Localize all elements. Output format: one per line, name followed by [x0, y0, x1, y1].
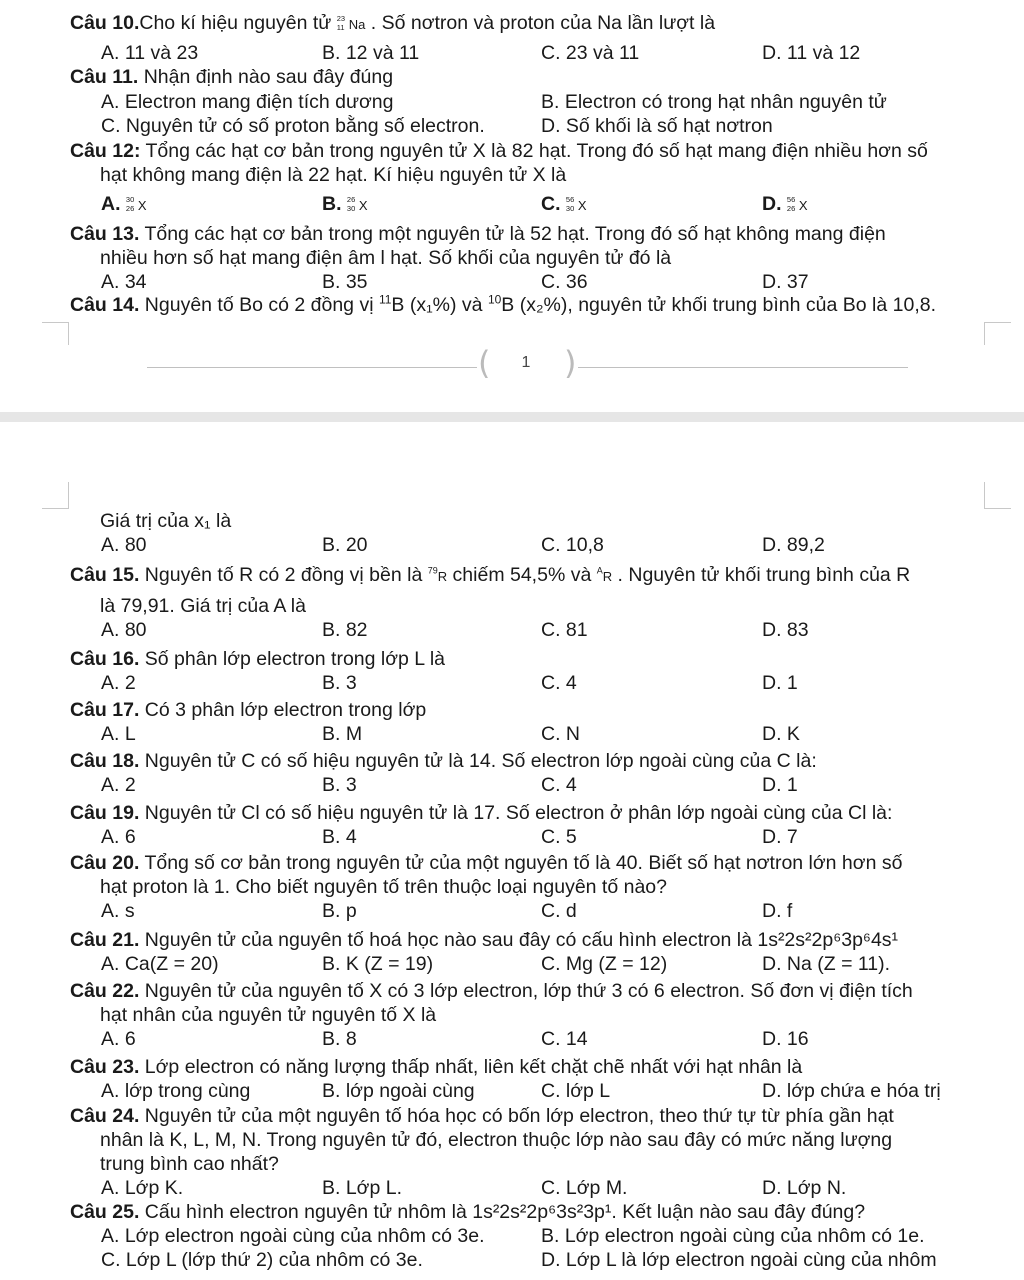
question-25-options-row1 [0, 1224, 1024, 1249]
option-c: C. 14 [541, 1028, 588, 1050]
option-c: C. 4 [541, 672, 577, 694]
question-19-options [0, 825, 1024, 850]
page-corner-mark [42, 482, 69, 509]
option-b: B. Lớp electron ngoài cùng của nhôm có 1e. [541, 1225, 925, 1247]
option-c: C. lớp L [541, 1080, 611, 1102]
option-a: A. Lớp K. [101, 1177, 184, 1199]
question-14: Câu 14. Nguyên tố Bo có 2 đồng vị $^{11}$B (x₁%) và $^{10}$B (x₂%), nguyên tử khối trung bình của Bo là 10,8. [70, 292, 937, 316]
option-c: C. N [541, 723, 580, 745]
option-a: A. 34 [101, 271, 147, 293]
document-page-1 [0, 0, 1024, 412]
question-13-line2: nhiều hơn số hạt mang điện âm l hạt. Số khối của nguyên tử đó là [100, 247, 672, 269]
page-corner-mark [42, 322, 69, 345]
option-c: C. 4 [541, 774, 577, 796]
question-15-options [0, 618, 1024, 643]
option-c: C. 10,8 [541, 534, 604, 556]
option-a: A. 80 [101, 619, 147, 641]
option-d: D. K [762, 723, 800, 745]
question-25: Câu 25. Cấu hình electron nguyên tử nhôm là 1s²2s²2p⁶3s²3p¹. Kết luận nào sau đây đúng? [70, 1201, 866, 1223]
option-a: A. 6 [101, 826, 136, 848]
option-c: C. 5 [541, 826, 577, 848]
question-10-options [0, 41, 1024, 66]
question-22-line2: hạt nhân của nguyên tử nguyên tố X là [100, 1004, 437, 1026]
question-24-line3: trung bình cao nhất? [100, 1153, 279, 1175]
option-a: A. L [101, 723, 136, 745]
option-d: D. 89,2 [762, 534, 825, 556]
question-17-options [0, 722, 1024, 747]
option-b: B. 20 [322, 534, 368, 556]
option-b: B. 82 [322, 619, 368, 641]
option-a: A. Electron mang điện tích dương [101, 91, 394, 113]
question-13-options [0, 270, 1024, 295]
option-b: B. 35 [322, 271, 368, 293]
question-22-options [0, 1027, 1024, 1052]
option-d: D. 83 [762, 619, 809, 641]
option-a: A. 80 [101, 534, 147, 556]
question-18-options [0, 773, 1024, 798]
question-23-options [0, 1079, 1024, 1104]
option-a: A. Ca(Z = 20) [101, 953, 219, 975]
option-d: D. f [762, 900, 793, 922]
option-b: B. Electron có trong hạt nhân nguyên tử [541, 91, 887, 113]
option-d: D. Na (Z = 11). [762, 953, 891, 975]
option-c: C. 36 [541, 271, 588, 293]
question-23: Câu 23. Lớp electron có năng lượng thấp nhất, liên kết chặt chẽ nhất với hạt nhân là [70, 1056, 803, 1078]
question-12-options [0, 192, 1024, 217]
question-20-line2: hạt proton là 1. Cho biết nguyên tố trên thuộc loại nguyên tố nào? [100, 876, 667, 898]
question-18: Câu 18. Nguyên tử C có số hiệu nguyên tử là 14. Số electron lớp ngoài cùng của C là: [70, 750, 817, 772]
question-25-options-row2 [0, 1248, 1024, 1273]
option-b: B. p [322, 900, 357, 922]
question-15-line2: là 79,91. Giá trị của A là [100, 595, 306, 617]
question-11-options-row1 [0, 90, 1024, 115]
option-d: D. 11 và 12 [762, 42, 861, 64]
option-a: A. 11 và 23 [101, 42, 199, 64]
option-d: D. 16 [762, 1028, 809, 1050]
option-c: C. Mg (Z = 12) [541, 953, 668, 975]
option-a: A. Lớp electron ngoài cùng của nhôm có 3e. [101, 1225, 485, 1247]
page-number: 1 [521, 354, 531, 371]
option-a: A. 6 [101, 1028, 136, 1050]
question-19: Câu 19. Nguyên tử Cl có số hiệu nguyên tử là 17. Số electron ở phân lớp ngoài cùng của Cl là: [70, 802, 893, 824]
question-17: Câu 17. Có 3 phân lớp electron trong lớp [70, 699, 427, 721]
option-b: B. 3 [322, 774, 357, 796]
question-24-options [0, 1176, 1024, 1201]
footer-rule-right [578, 367, 908, 368]
isotope-notation: 23 11 [336, 13, 346, 32]
option-d: D. 1 [762, 672, 798, 694]
question-10: Câu 10.Cho kí hiệu nguyên tử 23 11 Na . Số nơtron và proton của Na lần lượt là [70, 12, 716, 34]
question-21-options [0, 952, 1024, 977]
option-c: C. 23 và 11 [541, 42, 640, 64]
option-d: D. Lớp N. [762, 1177, 847, 1199]
option-b: B. Lớp L. [322, 1177, 402, 1199]
option-a: A. 2 [101, 774, 136, 796]
option-c: C. 56 30 X [541, 193, 587, 215]
question-15: Câu 15. Nguyên tố R có 2 đồng vị bền là $^{79}$R chiếm 54,5% và $^A$R . Nguyên tử khối trung bình của R [70, 564, 911, 586]
question-12: Câu 12: Tổng các hạt cơ bản trong nguyên tử X là 82 hạt. Trong đó số hạt mang điện nhiều hơn số [70, 140, 928, 162]
option-b: B. M [322, 723, 363, 745]
footer-bracket-right: ) [564, 344, 577, 382]
option-a: A. s [101, 900, 135, 922]
question-13: Câu 13. Tổng các hạt cơ bản trong một nguyên tử là 52 hạt. Trong đó số hạt không mang điện [70, 223, 886, 245]
option-d: D. 7 [762, 826, 798, 848]
option-d: D. 56 26 X [762, 193, 808, 215]
option-d: D. Số khối là số hạt nơtron [541, 115, 773, 137]
question-24: Câu 24. Nguyên tử của một nguyên tố hóa học có bốn lớp electron, theo thứ tự từ phía gần hạt [70, 1105, 894, 1127]
option-b: B. 26 30 X [322, 193, 368, 215]
option-b: B. lớp ngoài cùng [322, 1080, 475, 1102]
footer-bracket-left: ( [478, 344, 491, 382]
option-c: C. Lớp M. [541, 1177, 628, 1199]
option-b: B. 4 [322, 826, 357, 848]
option-c: C. d [541, 900, 577, 922]
question-12-line2: hạt không mang điện là 22 hạt. Kí hiệu nguyên tử X là [100, 164, 567, 186]
option-d: D. 37 [762, 271, 809, 293]
option-d: D. Lớp L là lớp electron ngoài cùng của nhôm [541, 1249, 937, 1271]
option-d: D. lớp chứa e hóa trị [762, 1080, 941, 1102]
question-20-options [0, 899, 1024, 924]
question-20: Câu 20. Tổng số cơ bản trong nguyên tử của một nguyên tố là 40. Biết số hạt nơtron lớn hơn số [70, 852, 903, 874]
option-a: A. 2 [101, 672, 136, 694]
option-b: B. 3 [322, 672, 357, 694]
question-16: Câu 16. Số phân lớp electron trong lớp L là [70, 648, 445, 670]
question-16-options [0, 671, 1024, 696]
page-separator [0, 412, 1024, 422]
option-c: C. 81 [541, 619, 588, 641]
question-14-continued: Giá trị của x₁ là [100, 510, 232, 532]
question-22: Câu 22. Nguyên tử của nguyên tố X có 3 lớp electron, lớp thứ 3 có 6 electron. Số đơn vị điện tích [70, 980, 913, 1002]
option-b: B. K (Z = 19) [322, 953, 434, 975]
option-d: D. 1 [762, 774, 798, 796]
question-11: Câu 11. Nhận định nào sau đây đúng [70, 66, 394, 88]
option-a: A. lớp trong cùng [101, 1080, 251, 1102]
question-14-options [0, 533, 1024, 558]
page-corner-mark [984, 482, 1011, 509]
footer-rule-left [147, 367, 477, 368]
option-c: C. Nguyên tử có số proton bằng số electron. [101, 115, 485, 137]
question-11-options-row2 [0, 114, 1024, 139]
question-24-line2: nhân là K, L, M, N. Trong nguyên tử đó, electron thuộc lớp nào sau đây có mức năng lượng [100, 1129, 893, 1151]
option-c: C. Lớp L (lớp thứ 2) của nhôm có 3e. [101, 1249, 423, 1271]
option-b: B. 8 [322, 1028, 357, 1050]
page-corner-mark [984, 322, 1011, 345]
option-b: B. 12 và 11 [322, 42, 420, 64]
option-a: A. 30 26 X [101, 193, 147, 215]
question-21: Câu 21. Nguyên tử của nguyên tố hoá học nào sau đây có cấu hình electron là 1s²2s²2p⁶3p⁶4s¹ [70, 929, 899, 951]
